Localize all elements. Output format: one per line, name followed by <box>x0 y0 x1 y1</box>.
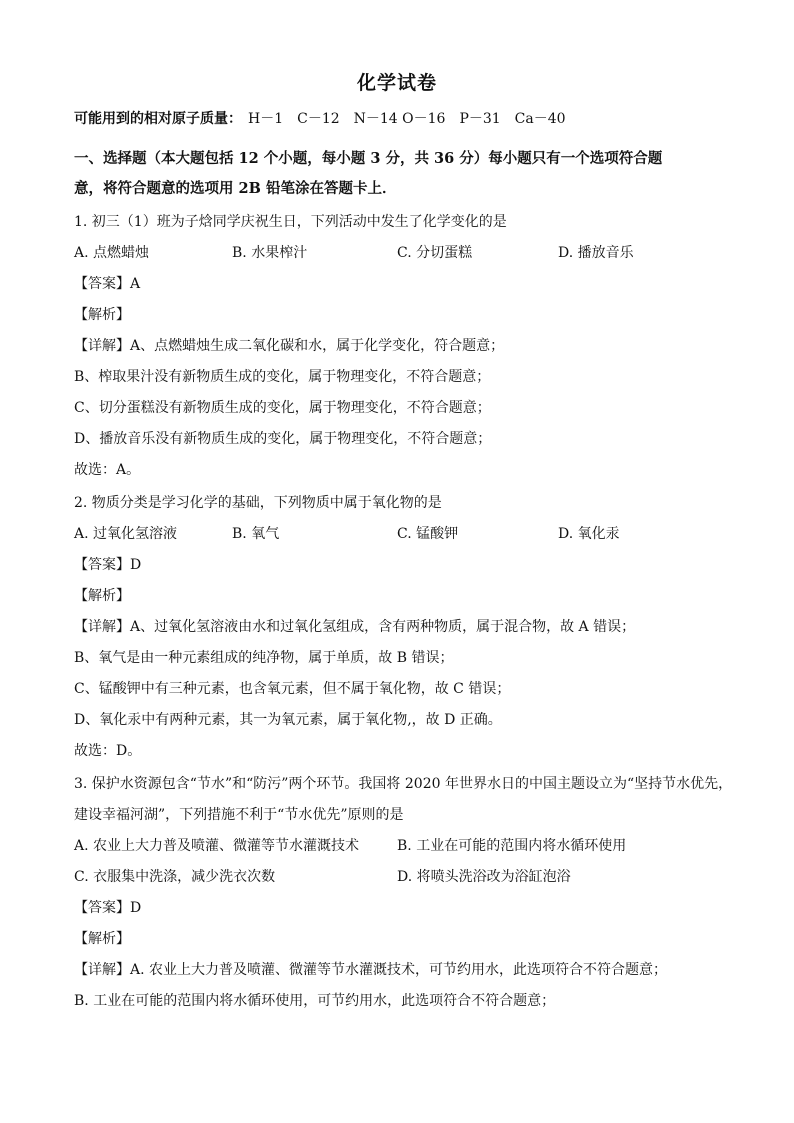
q2-detail-line: B、氧气是由一种元素组成的纯净物，属于单质，故 B 错误； <box>74 650 454 666</box>
q2-detail-line: 【详解】A、过氧化氢溶液由水和过氧化氢组成，含有两种物质，属于混合物，故 A 错误； <box>74 619 636 635</box>
q2-analysis-label: 【解析】 <box>74 588 130 604</box>
q1-option-d: D. 播放音乐 <box>558 245 634 261</box>
q3-option-b: B. 工业在可能的范围内将水循环使用 <box>397 838 627 854</box>
q3-stem-line1: 3. 保护水资源包含“节水”和“防污”两个环节。我国将 2020 年世界水日的中国主题设立为“坚持节水优先， <box>74 776 733 792</box>
atomic-mass-label: 可能用到的相对原子质量： <box>74 111 242 127</box>
q1-detail-line: C、切分蛋糕没有新物质生成的变化，属于物理变化，不符合题意； <box>74 400 491 416</box>
q1-detail-line: D、播放音乐没有新物质生成的变化，属于物理变化，不符合题意； <box>74 431 492 447</box>
q1-option-a: A. 点燃蜡烛 <box>74 245 150 261</box>
q1-option-c: C. 分切蛋糕 <box>397 245 473 261</box>
q3-option-c: C. 衣服集中洗涤，减少洗衣次数 <box>74 869 276 885</box>
q1-stem: 1. 初三（1）班为子焓同学庆祝生日，下列活动中发生了化学变化的是 <box>74 214 507 230</box>
q1-detail-line: 【详解】A、点燃蜡烛生成二氧化碳和水，属于化学变化，符合题意； <box>74 338 505 354</box>
q3-detail-line: B. 工业在可能的范围内将水循环使用，可节约用水，此选项符合不符合题意； <box>74 993 556 1009</box>
q2-detail-line: D、氧化汞中有两种元素，其一为氧元素，属于氧化物,，故 D 正确。 <box>74 712 502 728</box>
q3-detail-line: 【详解】A. 农业上大力普及喷灌、微灌等节水灌溉技术，可节约用水，此选项符合不符合题意； <box>74 962 668 978</box>
atomic-mass-line <box>74 110 566 128</box>
atomic-mass-values: H－1 C－12 N－14 O－16 P－31 Ca－40 <box>248 111 566 127</box>
q2-option-a: A. 过氧化氢溶液 <box>74 526 178 542</box>
q3-stem-line2: 建设幸福河湖”，下列措施不利于“节水优先”原则的是 <box>74 807 404 823</box>
section-heading-line2: 意，将符合题意的选项用 2B 铅笔涂在答题卡上． <box>74 180 397 197</box>
q2-detail-line: C、锰酸钾中有三种元素，也含氧元素，但不属于氧化物，故 C 错误； <box>74 681 511 697</box>
q3-option-a: A. 农业上大力普及喷灌、微灌等节水灌溉技术 <box>74 838 360 854</box>
q1-answer: 【答案】A <box>74 276 141 292</box>
section-heading-line1: 一、选择题（本大题包括 12 个小题，每小题 3 分，共 36 分）每小题只有一个选项符合题 <box>74 150 663 167</box>
q2-conclusion: 故选：D。 <box>74 743 142 759</box>
q3-analysis-label: 【解析】 <box>74 931 130 947</box>
q1-analysis-label: 【解析】 <box>74 307 130 323</box>
q3-answer: 【答案】D <box>74 900 142 916</box>
q2-answer: 【答案】D <box>74 557 142 573</box>
q2-option-c: C. 锰酸钾 <box>397 526 459 542</box>
q2-option-b: B. 氧气 <box>232 526 280 542</box>
q2-stem: 2. 物质分类是学习化学的基础，下列物质中属于氧化物的是 <box>74 495 442 511</box>
q1-conclusion: 故选：A。 <box>74 462 141 478</box>
q1-detail-line: B、榨取果汁没有新物质生成的变化，属于物理变化，不符合题意； <box>74 369 491 385</box>
q1-option-b: B. 水果榨汁 <box>232 245 308 261</box>
page-title: 化学试卷 <box>356 72 437 94</box>
q2-option-d: D. 氧化汞 <box>558 526 620 542</box>
q3-option-d: D. 将喷头洗浴改为浴缸泡浴 <box>397 869 571 885</box>
